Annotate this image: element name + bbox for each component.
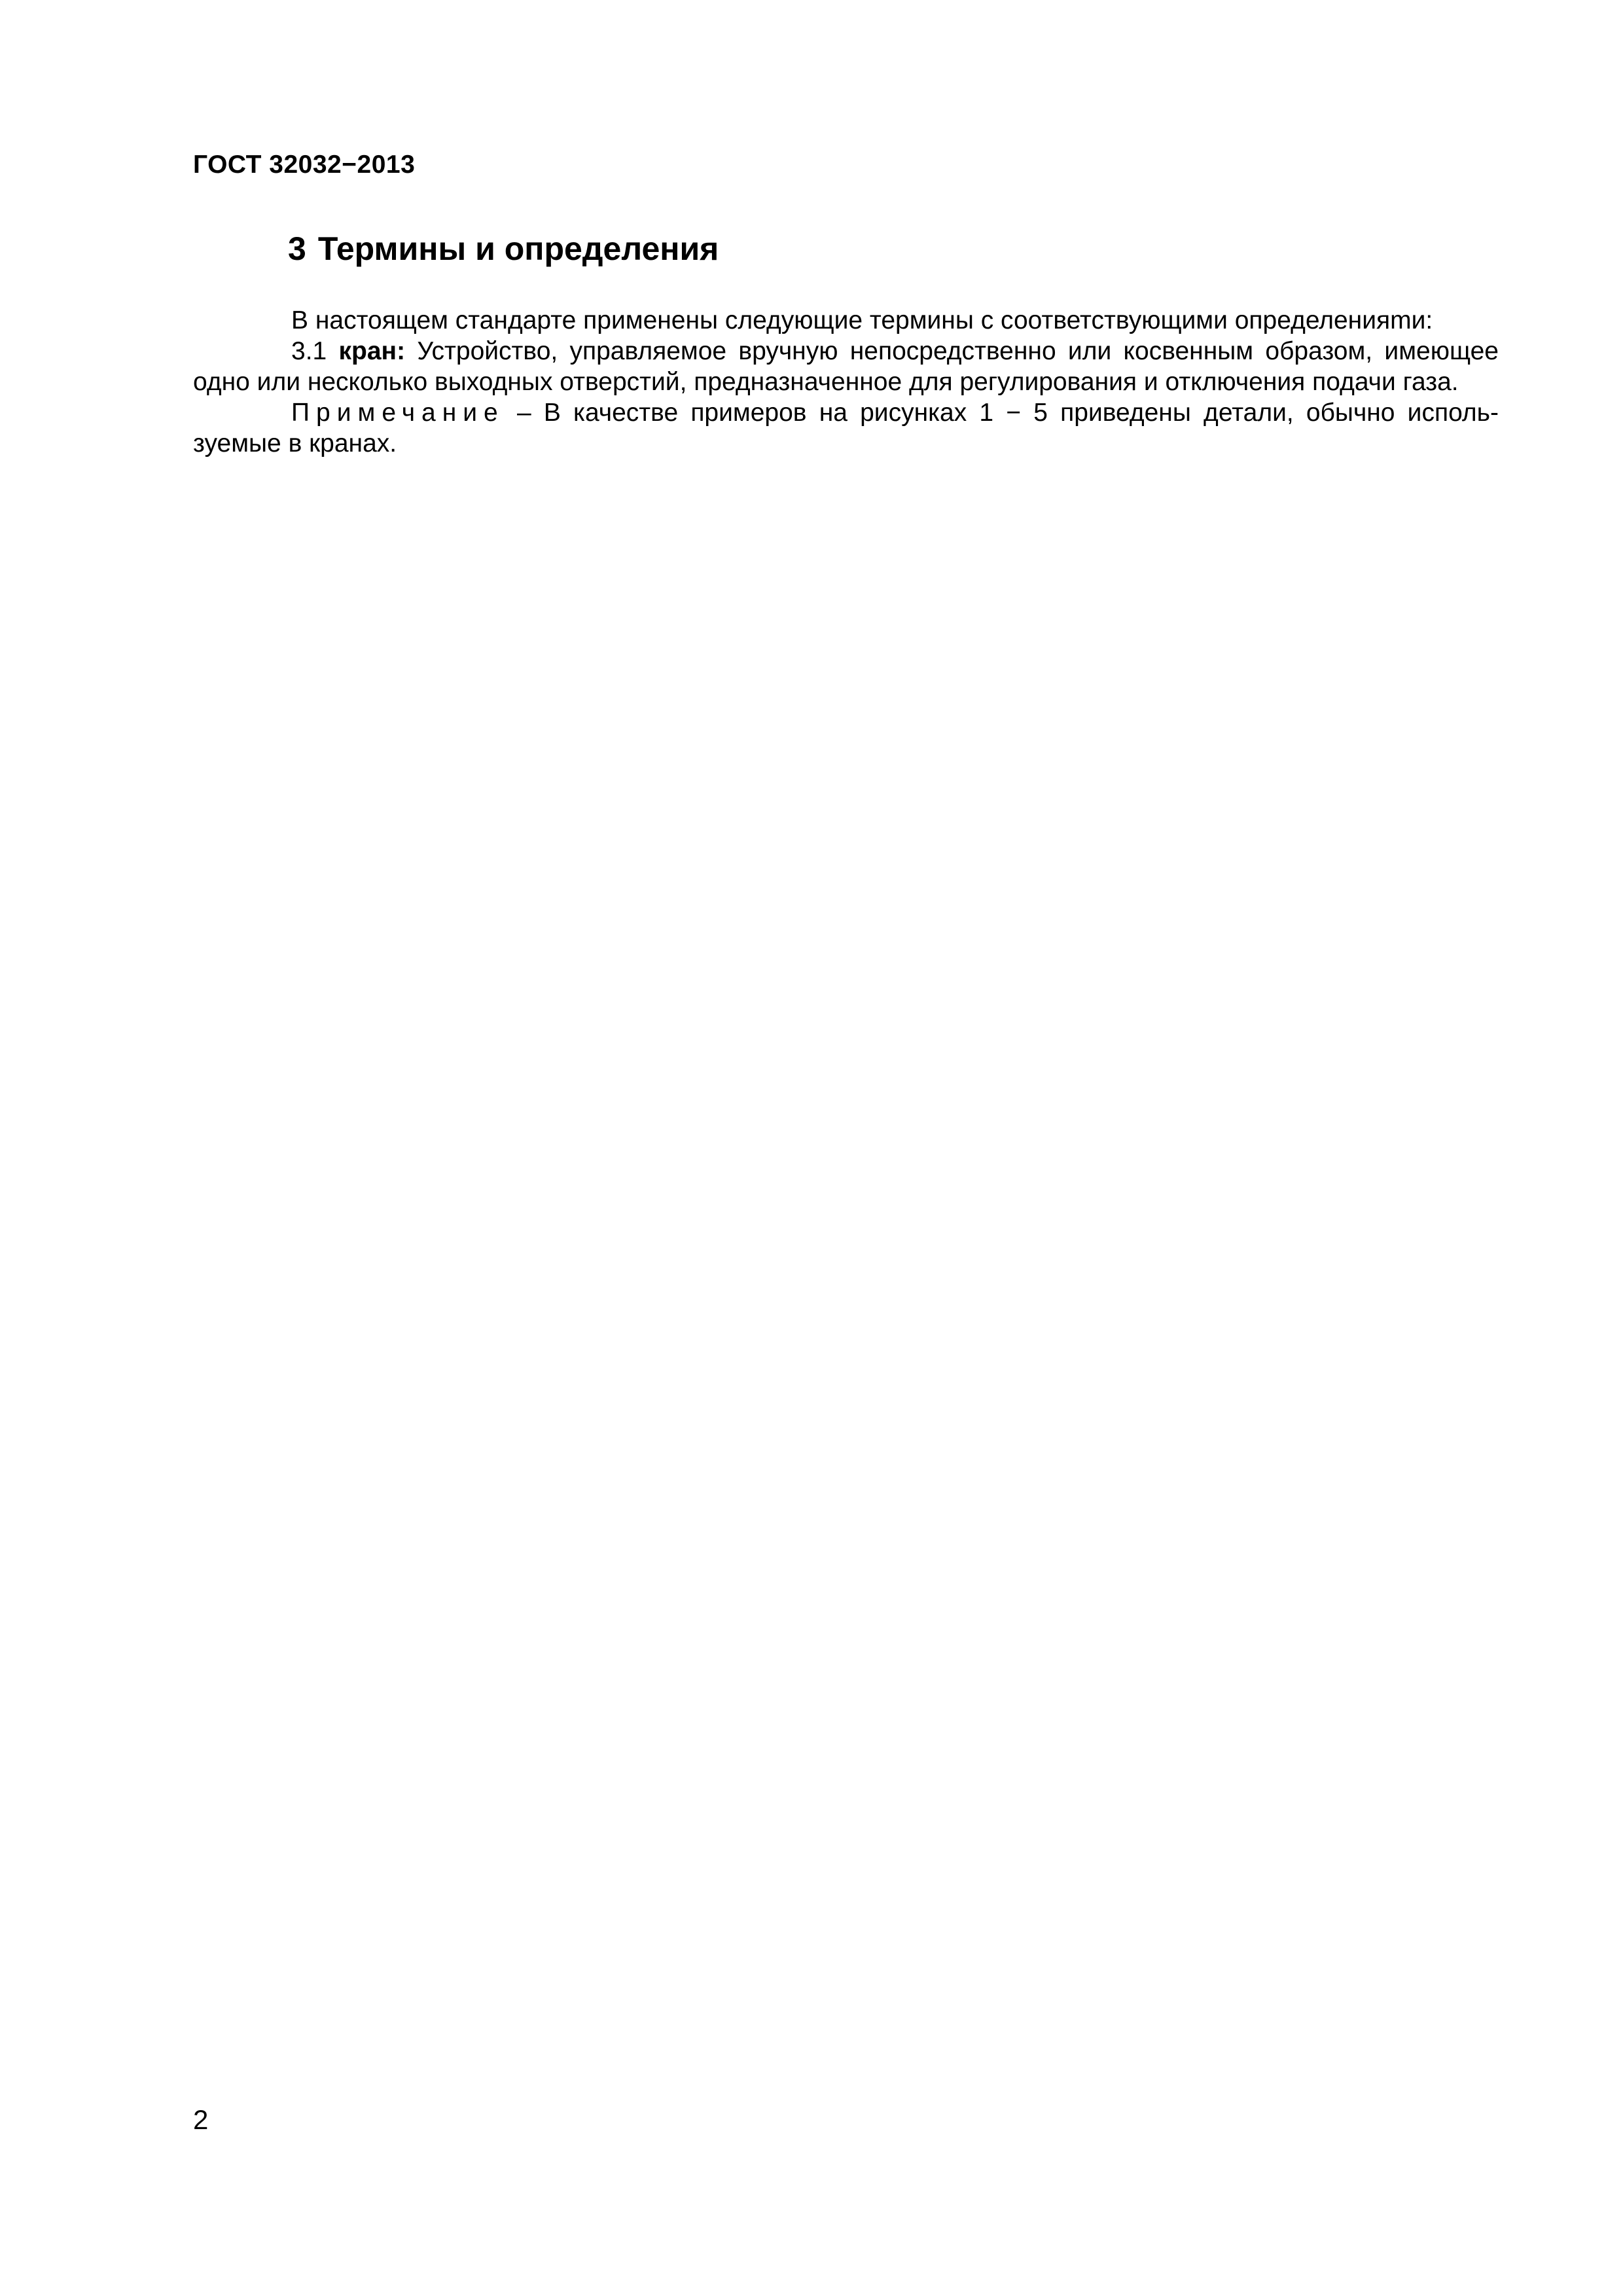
term-number: 3.1	[291, 337, 327, 365]
note-paragraph	[193, 397, 1499, 459]
note-label: Примечание	[291, 399, 505, 427]
term-definition: Устройство, управляемое вручную непосредственно или косвенным образом, имеющее одно или несколько выходных отверстий, предназначенное для регулирования и отключения подачи газа.	[193, 337, 1499, 396]
note-text: – В качестве примеров на рисунках 1 − 5 приведены детали, обычно используемые в кранах.	[193, 399, 1499, 457]
section-number: 3	[288, 230, 306, 267]
section-title-text: Термины и определения	[317, 230, 719, 267]
intro-paragraph: В настоящем стандарте применены следующие термины с соответствующими определенияmи:	[291, 306, 1433, 334]
term-name: кран:	[338, 337, 406, 365]
section-body	[193, 305, 1499, 459]
document-code-header: ГОСТ 32032−2013	[193, 151, 416, 179]
section-heading	[288, 232, 719, 265]
page-number: 2	[193, 2104, 209, 2135]
term-entry	[193, 336, 1499, 397]
